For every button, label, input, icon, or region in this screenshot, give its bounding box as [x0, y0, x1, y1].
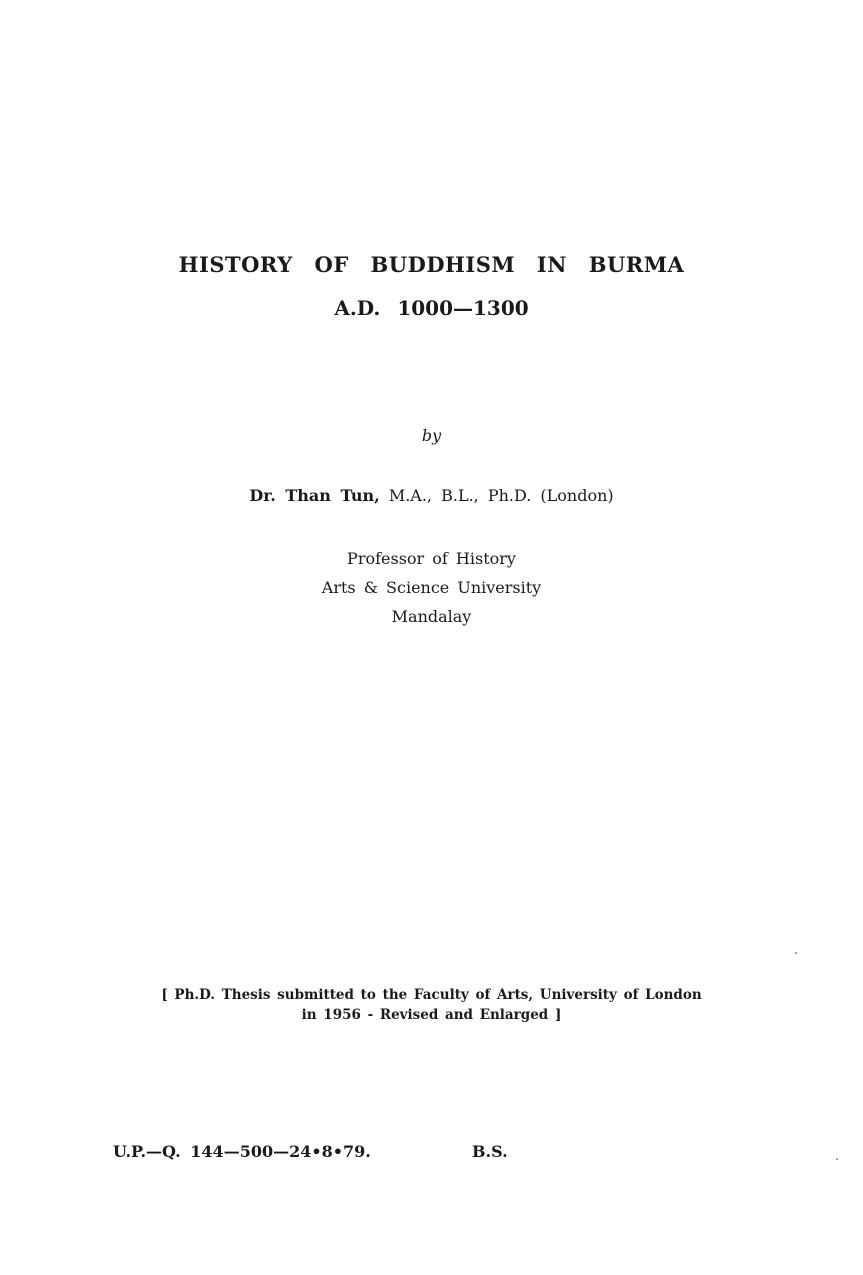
author-city: Mandalay [391, 607, 472, 626]
author-line [0, 486, 863, 505]
author-institution: Arts & Science University [321, 578, 542, 597]
date-range: A.D. 1000—1300 [334, 296, 529, 320]
thesis-note-line-1: [ Ph.D. Thesis submitted to the Faculty of Arts, University of London [161, 987, 702, 1003]
printer-imprint: U.P.—Q. 144—500—24•8•79. [113, 1142, 371, 1161]
author-position: Professor of History [347, 549, 516, 568]
by-label: by [421, 426, 442, 445]
thesis-note-line-2: in 1956 - Revised and Enlarged ] [301, 1007, 562, 1023]
scan-speck [836, 1158, 838, 1160]
book-title: HISTORY OF BUDDHISM IN BURMA [178, 252, 685, 277]
author-name: Dr. Than Tun, [249, 486, 380, 505]
printer-initials: B.S. [472, 1142, 508, 1161]
scan-speck [795, 952, 797, 954]
author-degrees: M.A., B.L., Ph.D. (London) [388, 486, 614, 505]
